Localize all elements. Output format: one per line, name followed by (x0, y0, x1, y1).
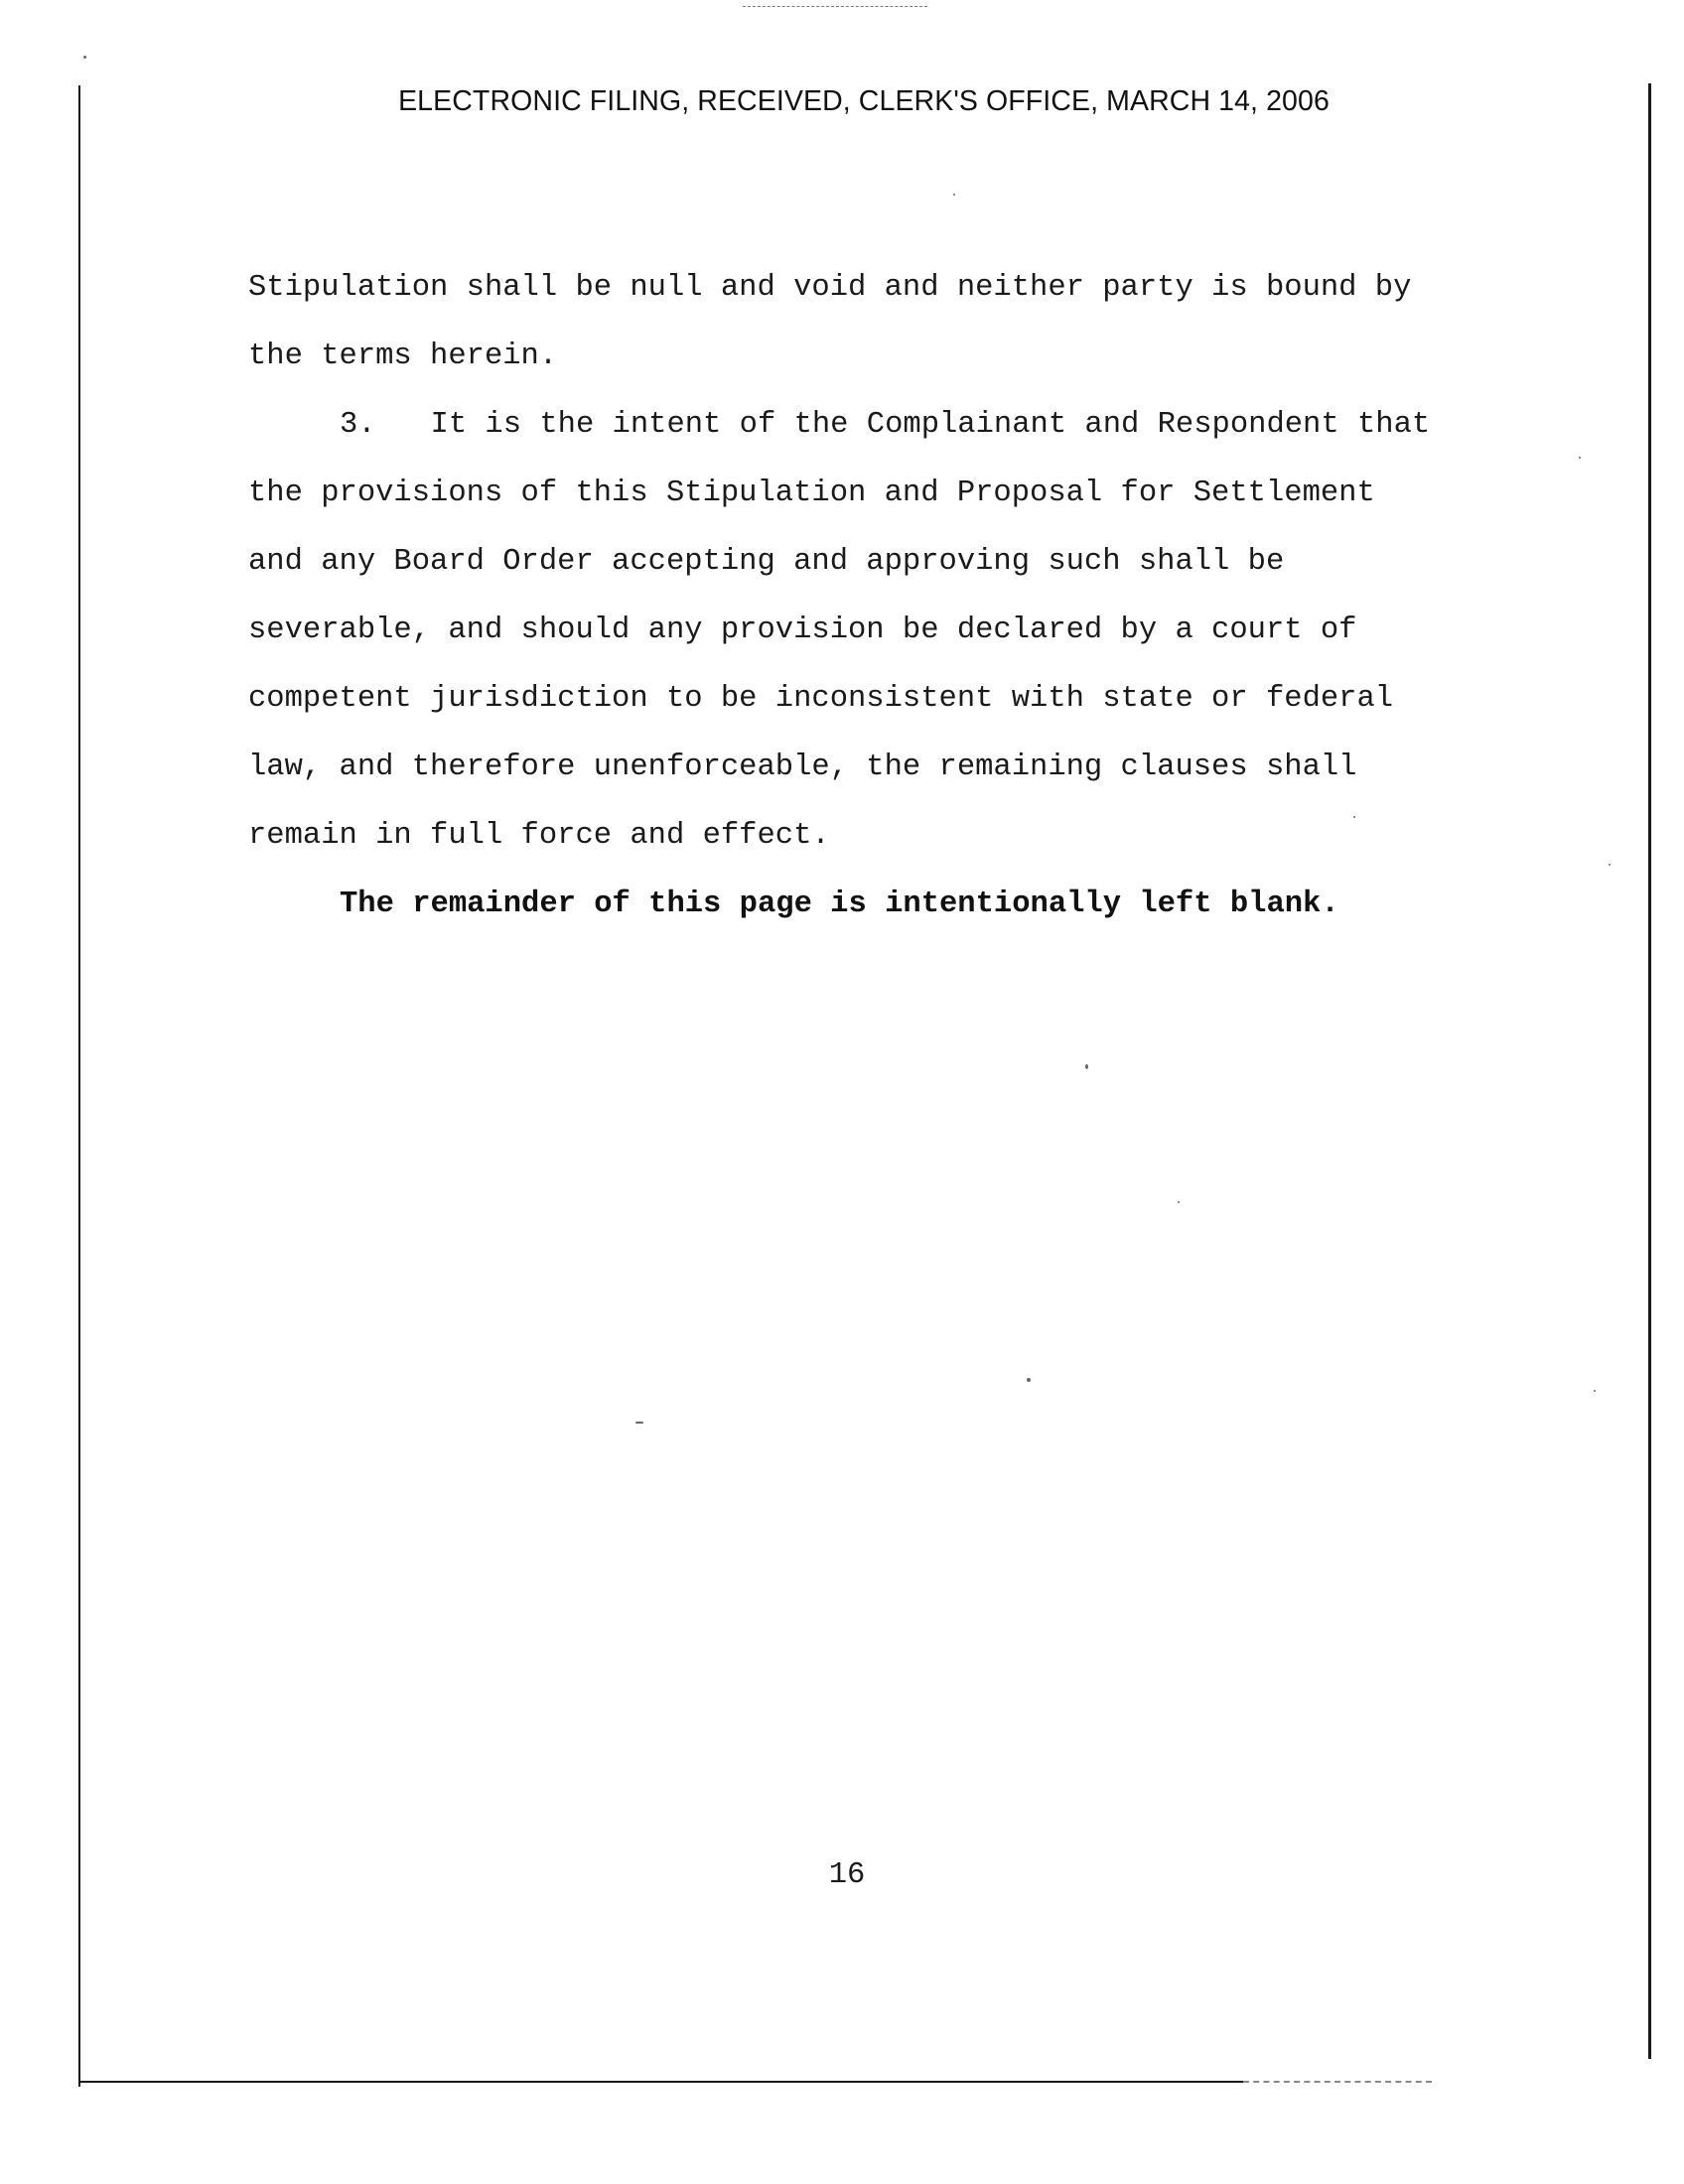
scan-speck (1085, 1064, 1088, 1069)
body-line: competent jurisdiction to be inconsistent with state or federal (248, 682, 1394, 716)
body-line: the terms herein. (248, 340, 558, 373)
body-text (248, 254, 1479, 939)
scan-edge-top (743, 6, 927, 7)
scan-speck (1579, 457, 1581, 459)
scan-speck (1178, 1201, 1180, 1203)
body-line: remain in full force and effect. (248, 819, 830, 853)
blank-page-note: The remainder of this page is intentionally left blank. (340, 887, 1339, 921)
scan-speck (1594, 1390, 1596, 1392)
scan-speck (635, 1422, 643, 1424)
body-line: law, and therefore unenforceable, the remaining clauses shall (248, 751, 1357, 784)
scan-speck (83, 56, 86, 59)
body-line: severable, and should any provision be declared by a court of (248, 614, 1357, 647)
scan-edge-bottom-faint (1243, 2081, 1432, 2083)
scan-edge-right (1648, 83, 1651, 2059)
scan-speck (1609, 864, 1611, 866)
scan-speck (1353, 816, 1355, 818)
body-line: Stipulation shall be null and void and neither party is bound by (248, 271, 1412, 305)
scan-speck (953, 194, 955, 196)
scan-edge-bottom (79, 2081, 1243, 2083)
body-line: the provisions of this Stipulation and Proposal for Settlement (248, 477, 1375, 510)
scan-speck (1027, 1378, 1031, 1382)
body-line: and any Board Order accepting and approving such shall be (248, 545, 1285, 579)
page-number: 16 (828, 1858, 866, 1892)
paragraph-3-first-line: 3. It is the intent of the Complainant and Respondent that (340, 408, 1431, 442)
scan-edge-left (78, 85, 80, 2087)
filing-stamp-header: ELECTRONIC FILING, RECEIVED, CLERK'S OFFICE, MARCH 14, 2006 (398, 85, 1330, 117)
